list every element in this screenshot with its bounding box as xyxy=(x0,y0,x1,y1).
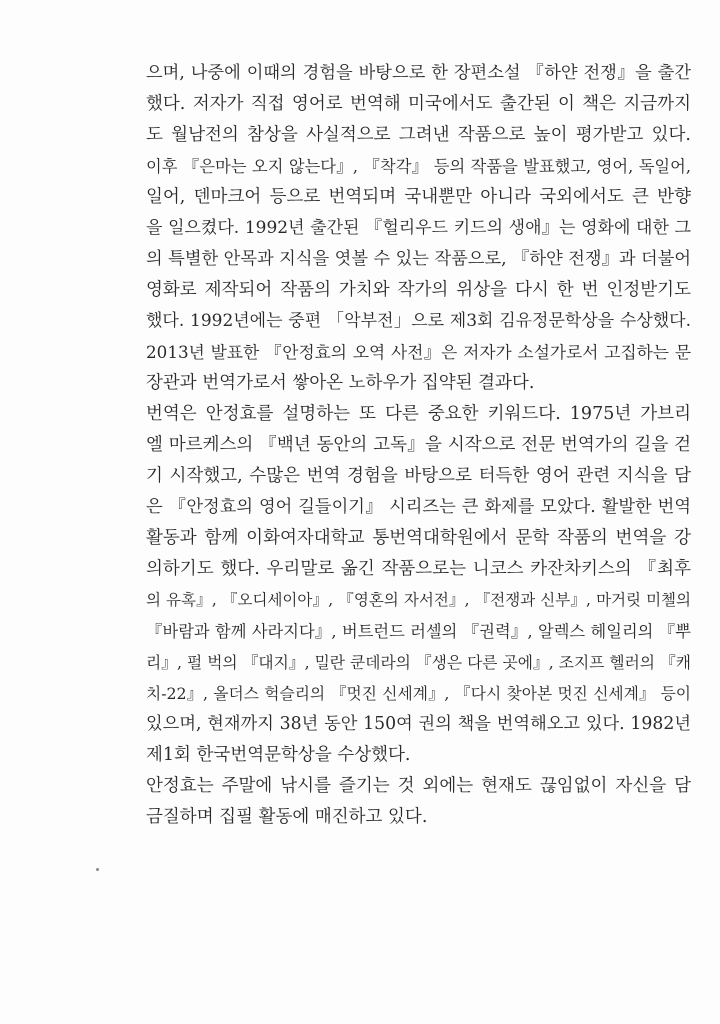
text-line: 기 시작했고, 수많은 번역 경험을 바탕으로 터득한 영어 관련 지식을 담 xyxy=(146,466,691,486)
text-line: 했다. 저자가 직접 영어로 번역해 미국에서도 출간된 이 책은 지금까지 xyxy=(146,94,691,114)
text-line: 이후 『은마는 오지 않는다』, 『착각』 등의 작품을 발표했고, 영어, 독일어, xyxy=(146,157,691,176)
text-line: 있으며, 현재까지 38년 동안 150여 권의 책을 번역해오고 있다. 1982년 xyxy=(146,714,691,734)
text-line: 영화로 제작되어 작품의 가치와 작가의 위상을 다시 한 번 인정받기도 xyxy=(146,280,691,300)
text-line: 의 특별한 안목과 지식을 엿볼 수 있는 작품으로, 『하얀 전쟁』과 더불어 xyxy=(146,249,691,269)
text-line: 제1회 한국번역문학상을 수상했다. xyxy=(146,745,411,765)
text-line: 장관과 번역가로서 쌓아온 노하우가 집약된 결과다. xyxy=(146,373,535,393)
text-line: 의하기도 했다. 우리말로 옮긴 작품으로는 니코스 카잔차키스의 『최후 xyxy=(146,559,691,579)
text-line: 안정효는 주말에 낚시를 즐기는 것 외에는 현재도 끊임없이 자신을 담 xyxy=(146,776,691,796)
text-line: 으며, 나중에 이때의 경험을 바탕으로 한 장편소설 『하얀 전쟁』을 출간 xyxy=(146,63,691,83)
body-text xyxy=(146,58,691,833)
text-line: 일어, 덴마크어 등으로 번역되며 국내뿐만 아니라 국외에서도 큰 반향 xyxy=(146,187,691,207)
text-line: 의 유혹』, 『오디세이아』, 『영혼의 자서전』, 『전쟁과 신부』, 마거릿 미첼의 xyxy=(146,591,691,609)
text-line: 도 월남전의 참상을 사실적으로 그려낸 작품으로 높이 평가받고 있다. xyxy=(146,125,691,145)
text-line: 『바람과 함께 사라지다』, 버트런드 러셀의 『권력』, 알렉스 헤일리의 『뿌 xyxy=(146,622,691,641)
text-line: 2013년 발표한 『안정효의 오역 사전』은 저자가 소설가로서 고집하는 문 xyxy=(146,342,691,362)
text-line: 을 일으켰다. 1992년 출간된 『헐리우드 키드의 생애』는 영화에 대한 그 xyxy=(146,218,691,238)
text-line: 은 『안정효의 영어 길들이기』 시리즈는 큰 화제를 모았다. 활발한 번역 xyxy=(146,497,691,517)
text-line: 활동과 함께 이화여자대학교 통번역대학원에서 문학 작품의 번역을 강 xyxy=(146,528,691,548)
text-line: 금질하며 집필 활동에 매진하고 있다. xyxy=(146,807,428,827)
text-line: 했다. 1992년에는 중편 「악부전」으로 제3회 김유정문학상을 수상했다. xyxy=(146,311,691,331)
scan-speck xyxy=(96,868,99,871)
text-line: 치-22』, 올더스 헉슬리의 『멋진 신세계』, 『다시 찾아본 멋진 신세계』 등이 xyxy=(146,684,691,703)
text-line: 번역은 안정효를 설명하는 또 다른 중요한 키워드다. 1975년 가브리 xyxy=(146,404,691,424)
text-line: 리』, 펄 벅의 『대지』, 밀란 쿤데라의 『생은 다른 곳에』, 조지프 헬러의 『캐 xyxy=(146,653,691,672)
text-line: 엘 마르케스의 『백년 동안의 고독』을 시작으로 전문 번역가의 길을 걷 xyxy=(146,435,691,455)
